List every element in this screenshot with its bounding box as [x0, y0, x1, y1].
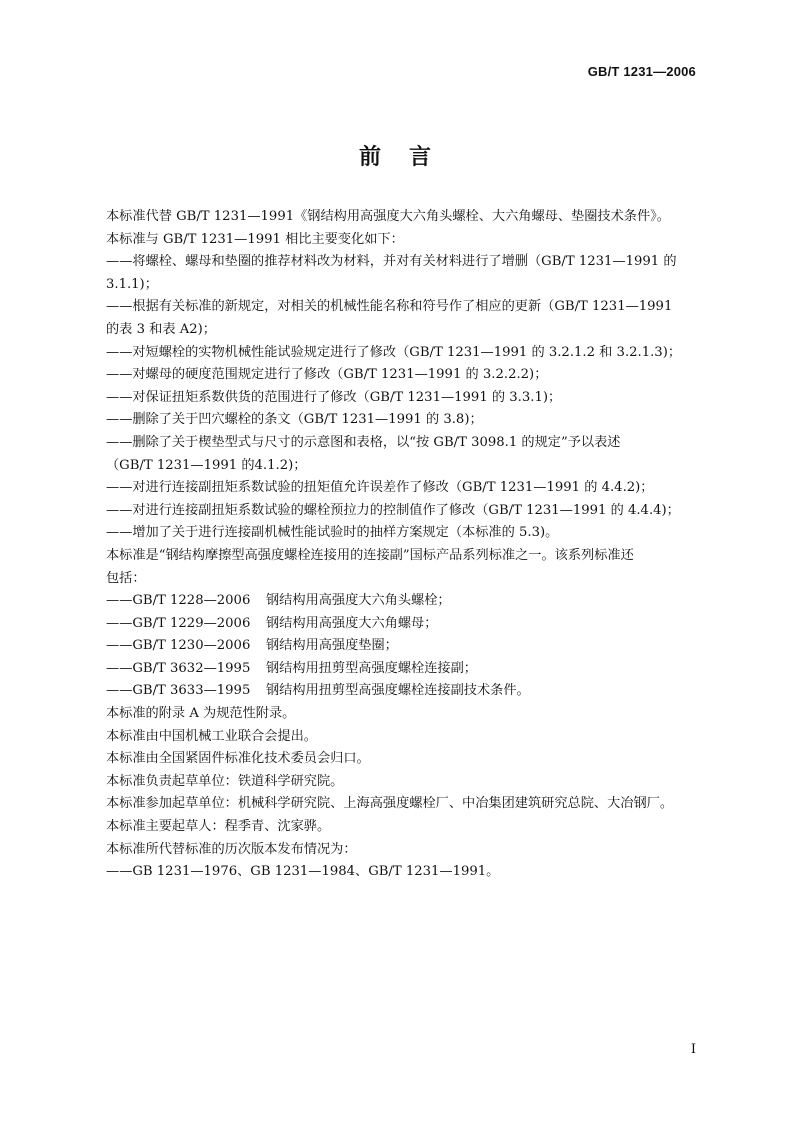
standard-code-header: GB/T 1231—2006	[587, 64, 696, 79]
change-item-materials: ——将螺栓、螺母和垫圈的推荐材料改为材料，并对有关材料进行了增删（GB/T 1231—1991 的	[106, 254, 677, 270]
series-code: ——GB/T 1229—2006	[106, 615, 251, 631]
paragraph-drafters: 本标准主要起草人：程季青、沈家骅。	[106, 819, 331, 835]
series-code: ——GB/T 1228—2006	[106, 593, 251, 609]
paragraph-changes-intro: 本标准与 GB/T 1231—1991 相比主要变化如下：	[106, 231, 404, 247]
series-code: ——GB/T 3632—1995	[106, 660, 251, 676]
series-code: ——GB/T 1230—2006	[106, 638, 251, 654]
paragraph-participating-units: 本标准参加起草单位：机械科学研究院、上海高强度螺栓厂、中冶集团建筑研究总院、大冶钢厂。	[106, 796, 674, 812]
page-title: 前言	[358, 144, 459, 170]
change-item-symbols-cont: 的表 3 和表 A2)；	[106, 321, 216, 337]
paragraph-history-list: ——GB 1231—1976、GB 1231—1984、GB/T 1231—1991。	[106, 864, 500, 880]
series-code: ——GB/T 3633—1995	[106, 683, 251, 699]
series-name: 钢结构用高强度垫圈；	[266, 638, 398, 654]
paragraph-series: 本标准是“钢结构摩擦型高强度螺栓连接用的连接副”国标产品系列标准之一。该系列标准还	[106, 547, 634, 563]
series-name: 钢结构用高强度大六角螺母；	[266, 615, 438, 631]
change-item-wedge-washer: ——删除了关于楔垫型式与尺寸的示意图和表格，以“按 GB/T 3098.1 的规定”予以表述	[106, 434, 621, 450]
paragraph-series-cont: 包括：	[106, 570, 146, 586]
change-item-short-bolt: ——对短螺栓的实物机械性能试验规定进行了修改（GB/T 1231—1991 的 3.2.1.2 和 3.2.1.3)；	[106, 344, 682, 360]
change-item-wedge-washer-cont: （GB/T 1231—1991 的4.1.2)；	[106, 457, 307, 473]
series-name: 钢结构用扭剪型高强度螺栓连接副技术条件。	[266, 683, 530, 699]
change-item-recessed-bolt: ——删除了关于凹穴螺栓的条文（GB/T 1231—1991 的 3.8)；	[106, 412, 483, 428]
change-item-sampling: ——增加了关于进行连接副机械性能试验时的抽样方案规定（本标准的 5.3)。	[106, 525, 559, 541]
change-item-symbols: ——根据有关标准的新规定，对相关的机械性能名称和符号作了相应的更新（GB/T 1231—1991	[106, 299, 673, 315]
change-item-torque-supply: ——对保证扭矩系数供货的范围进行了修改（GB/T 1231—1991 的 3.3.1)；	[106, 389, 562, 405]
paragraph-proposed-by: 本标准由中国机械工业联合会提出。	[106, 728, 317, 744]
series-standards-list	[106, 590, 706, 703]
foreword-body	[106, 206, 706, 884]
paragraph-history-intro: 本标准所代替标准的历次版本发布情况为：	[106, 841, 357, 857]
paragraph-replaces: 本标准代替 GB/T 1231—1991《钢结构用高强度大六角头螺栓、大六角螺母、垫圈技术条件》。	[106, 209, 670, 224]
series-name: 钢结构用高强度大六角头螺栓；	[266, 593, 451, 609]
paragraph-drafting-unit: 本标准负责起草单位：铁道科学研究院。	[106, 773, 344, 789]
series-name: 钢结构用扭剪型高强度螺栓连接副；	[266, 660, 477, 676]
paragraph-centralized-by: 本标准由全国紧固件标准化技术委员会归口。	[106, 751, 370, 767]
change-item-nut-hardness: ——对螺母的硬度范围规定进行了修改（GB/T 1231—1991 的 3.2.2.2)；	[106, 367, 548, 383]
change-item-preload: ——对进行连接副扭矩系数试验的螺栓预拉力的控制值作了修改（GB/T 1231—1991 的 4.4.4)；	[106, 502, 680, 518]
change-item-materials-cont: 3.1.1)；	[106, 276, 158, 292]
change-item-torque-tolerance: ——对进行连接副扭矩系数试验的扭矩值允许误差作了修改（GB/T 1231—1991 的 4.4.2)；	[106, 480, 654, 496]
paragraph-annex: 本标准的附录 A 为规范性附录。	[106, 706, 296, 722]
page-number: I	[690, 1042, 696, 1057]
